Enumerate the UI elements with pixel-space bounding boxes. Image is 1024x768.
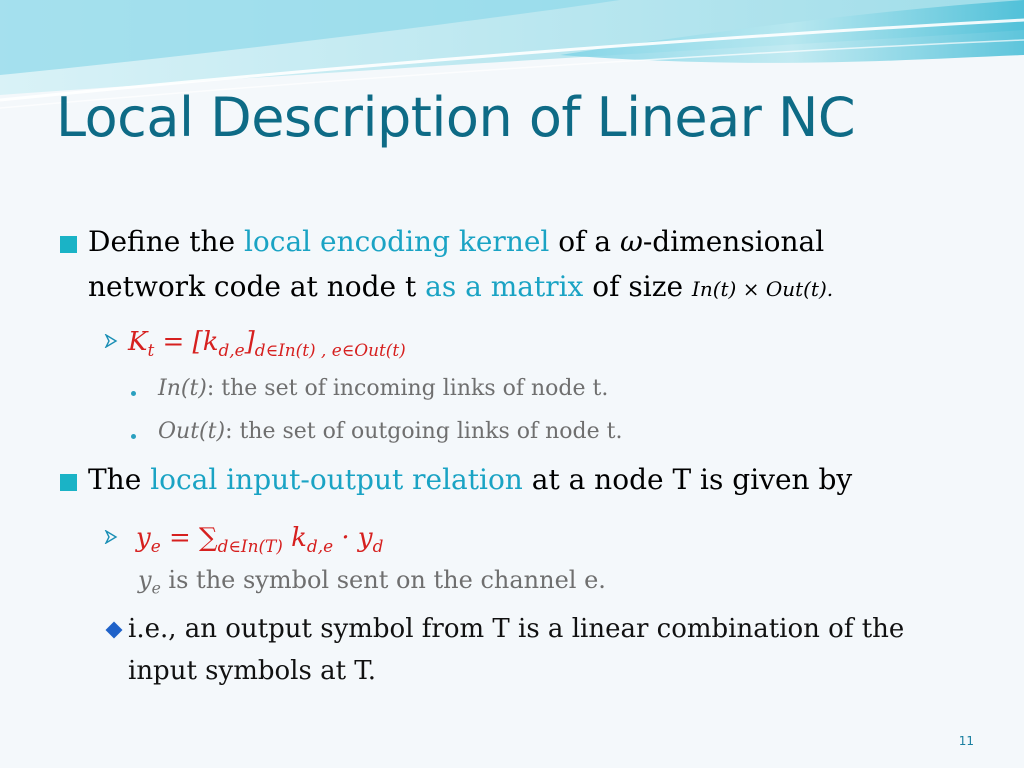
text: : the set of outgoing links of node t. — [225, 419, 623, 444]
highlight-local-encoding-kernel: local encoding kernel — [243, 225, 550, 258]
relation-note — [138, 562, 606, 606]
relation-formula — [136, 518, 383, 566]
text: d∈In(t) , e∈Out(t) — [254, 339, 406, 360]
highlight-as-a-matrix: as a matrix — [425, 270, 584, 303]
text: e — [150, 535, 161, 556]
text: d — [372, 535, 384, 556]
text: at a node T is given by — [522, 463, 853, 496]
arrow-bullet-icon — [104, 530, 118, 544]
text: The — [88, 463, 151, 496]
dot-bullet-icon — [131, 434, 136, 439]
square-bullet-icon — [60, 236, 77, 253]
dot-bullet-icon — [131, 391, 136, 396]
text: ] — [244, 327, 255, 357]
text: · y — [333, 523, 373, 553]
text: d∈In(T) — [217, 535, 283, 556]
text: Out(t) — [158, 419, 226, 444]
text: i.e., an output symbol from T is a linear combination of the — [128, 614, 905, 644]
text: -dimensional — [642, 225, 825, 258]
page-number: 11 — [958, 734, 974, 748]
text: of a — [549, 225, 620, 258]
text: = ∑ — [160, 523, 218, 553]
text: network code at node t — [88, 270, 426, 303]
omega-symbol: ω — [620, 225, 643, 258]
text: d,e — [306, 535, 334, 556]
text: Define the — [88, 225, 244, 258]
text: of size — [583, 270, 692, 303]
slide-title: Local Description of Linear NC — [56, 86, 856, 149]
text: In(t) — [158, 376, 207, 401]
text: : the set of incoming links of node t. — [206, 376, 609, 401]
text: t — [147, 339, 155, 360]
text: k — [282, 523, 307, 553]
square-bullet-icon — [60, 474, 77, 491]
text: = [k — [154, 327, 219, 357]
text: K — [128, 327, 148, 357]
text: e — [151, 579, 161, 598]
text: is the symbol sent on the channel e. — [160, 566, 606, 594]
highlight-local-input-output-relation: local input-output relation — [150, 463, 523, 496]
text: y — [136, 523, 151, 553]
arrow-bullet-icon — [104, 334, 118, 348]
text: y — [138, 566, 152, 594]
diamond-bullet-icon — [106, 622, 123, 639]
text: input symbols at T. — [128, 656, 377, 686]
kernel-formula — [128, 322, 406, 370]
text: d,e — [218, 339, 245, 360]
matrix-size-formula: In(t) × Out(t). — [691, 277, 834, 301]
